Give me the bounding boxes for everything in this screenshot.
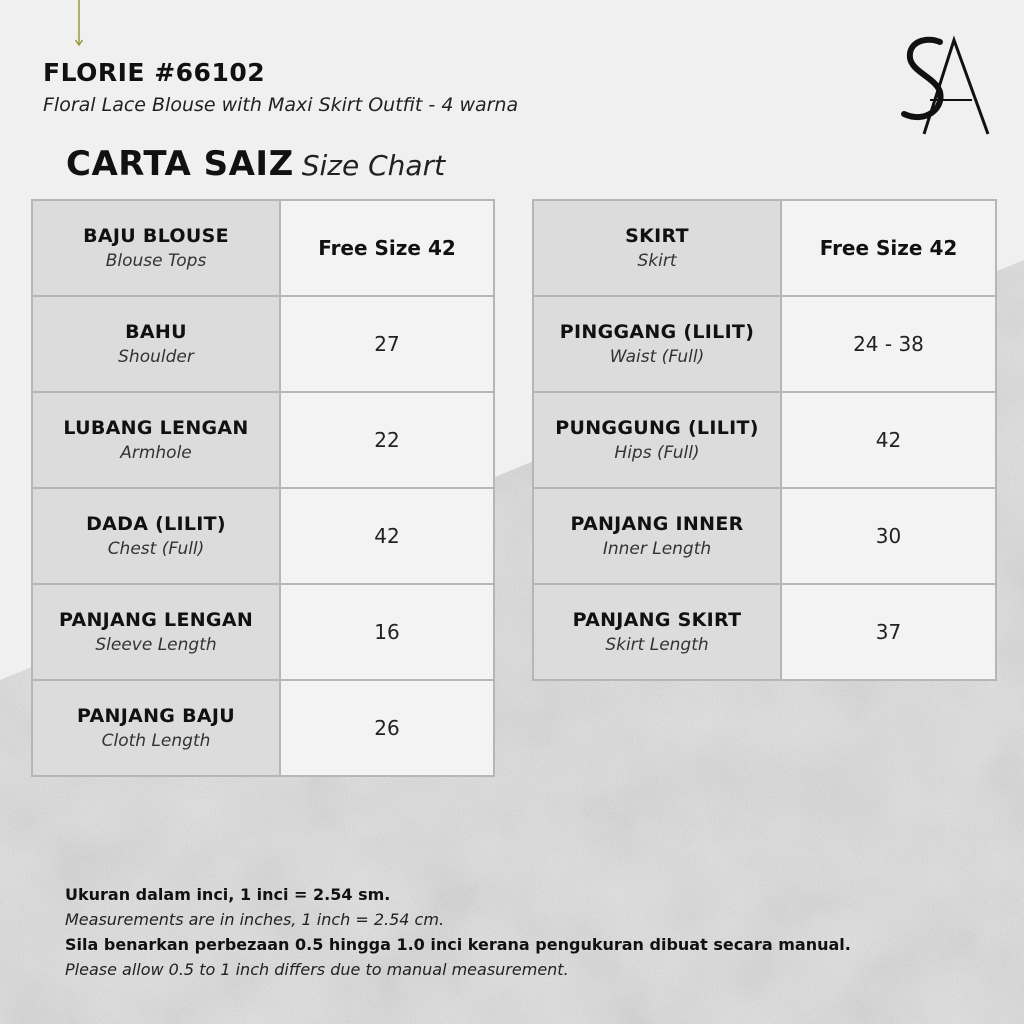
skirt-size-table <box>532 199 997 681</box>
header-sublabel: Skirt <box>637 251 677 271</box>
table-row <box>533 296 996 392</box>
measure-value: 26 <box>280 680 494 776</box>
measure-value: 30 <box>781 488 996 584</box>
table-row <box>32 488 494 584</box>
measure-value: 37 <box>781 584 996 680</box>
table-row <box>533 392 996 488</box>
measure-value: 42 <box>280 488 494 584</box>
measure-sublabel: Skirt Length <box>605 635 709 655</box>
header-label: SKIRT <box>625 225 689 247</box>
measure-label-cell <box>32 392 280 488</box>
header-size-value: Free Size 42 <box>781 200 996 296</box>
measure-sublabel: Shoulder <box>118 347 194 367</box>
table-row <box>32 584 494 680</box>
measure-label: PANJANG LENGAN <box>58 609 254 631</box>
header-size-value: Free Size 42 <box>280 200 494 296</box>
measure-sublabel: Inner Length <box>602 539 712 559</box>
blouse-size-table <box>31 199 495 777</box>
header-label: BAJU BLOUSE <box>83 225 229 247</box>
measure-label-cell <box>32 488 280 584</box>
measure-label-cell <box>533 488 781 584</box>
measure-value: 42 <box>781 392 996 488</box>
chart-heading-main: CARTA SAIZ <box>66 144 294 184</box>
note-unit-malay: Ukuran dalam inci, 1 inci = 2.54 sm. <box>65 885 391 904</box>
chart-heading-sub: Size Chart <box>301 149 446 182</box>
sa-monogram-logo-icon <box>896 34 994 140</box>
measure-label: BAHU <box>125 321 187 343</box>
header-label-cell <box>32 200 280 296</box>
measure-label-cell <box>533 584 781 680</box>
measure-label-cell <box>32 296 280 392</box>
measure-value: 27 <box>280 296 494 392</box>
header-label-cell <box>533 200 781 296</box>
note-tolerance-malay: Sila benarkan perbezaan 0.5 hingga 1.0 inci kerana pengukuran dibuat secara manual. <box>65 935 851 954</box>
table-row <box>32 296 494 392</box>
measure-label: PANJANG BAJU <box>77 705 235 727</box>
chart-heading <box>66 144 445 184</box>
measure-label: PANJANG INNER <box>570 513 744 535</box>
product-title: FLORIE #66102 <box>43 58 266 87</box>
measure-sublabel: Waist (Full) <box>609 347 705 367</box>
note-tolerance-english: Please allow 0.5 to 1 inch differs due to manual measurement. <box>65 960 569 979</box>
measure-sublabel: Chest (Full) <box>107 539 205 559</box>
measure-sublabel: Hips (Full) <box>614 443 700 463</box>
note-unit-english: Measurements are in inches, 1 inch = 2.54 cm. <box>65 910 445 929</box>
measure-sublabel: Cloth Length <box>101 731 211 751</box>
table-header-row <box>32 200 494 296</box>
measure-sublabel: Armhole <box>120 443 192 463</box>
measure-value: 16 <box>280 584 494 680</box>
measure-label: PUNGGUNG (LILIT) <box>555 417 759 439</box>
header-sublabel: Blouse Tops <box>105 251 207 271</box>
measure-sublabel: Sleeve Length <box>95 635 217 655</box>
measure-value: 22 <box>280 392 494 488</box>
measure-label: LUBANG LENGAN <box>63 417 249 439</box>
measure-value: 24 - 38 <box>781 296 996 392</box>
product-subtitle: Floral Lace Blouse with Maxi Skirt Outfit - 4 warna <box>43 94 519 116</box>
measure-label-cell <box>32 584 280 680</box>
measure-label-cell <box>32 680 280 776</box>
table-row <box>533 584 996 680</box>
measure-label: PANJANG SKIRT <box>572 609 742 631</box>
table-row <box>32 680 494 776</box>
measure-label-cell <box>533 296 781 392</box>
table-row <box>32 392 494 488</box>
table-row <box>533 488 996 584</box>
measure-label: DADA (LILIT) <box>86 513 226 535</box>
measurement-notes <box>65 882 851 982</box>
table-header-row <box>533 200 996 296</box>
measure-label: PINGGANG (LILIT) <box>559 321 755 343</box>
down-arrow-icon <box>74 0 84 48</box>
measure-label-cell <box>533 392 781 488</box>
